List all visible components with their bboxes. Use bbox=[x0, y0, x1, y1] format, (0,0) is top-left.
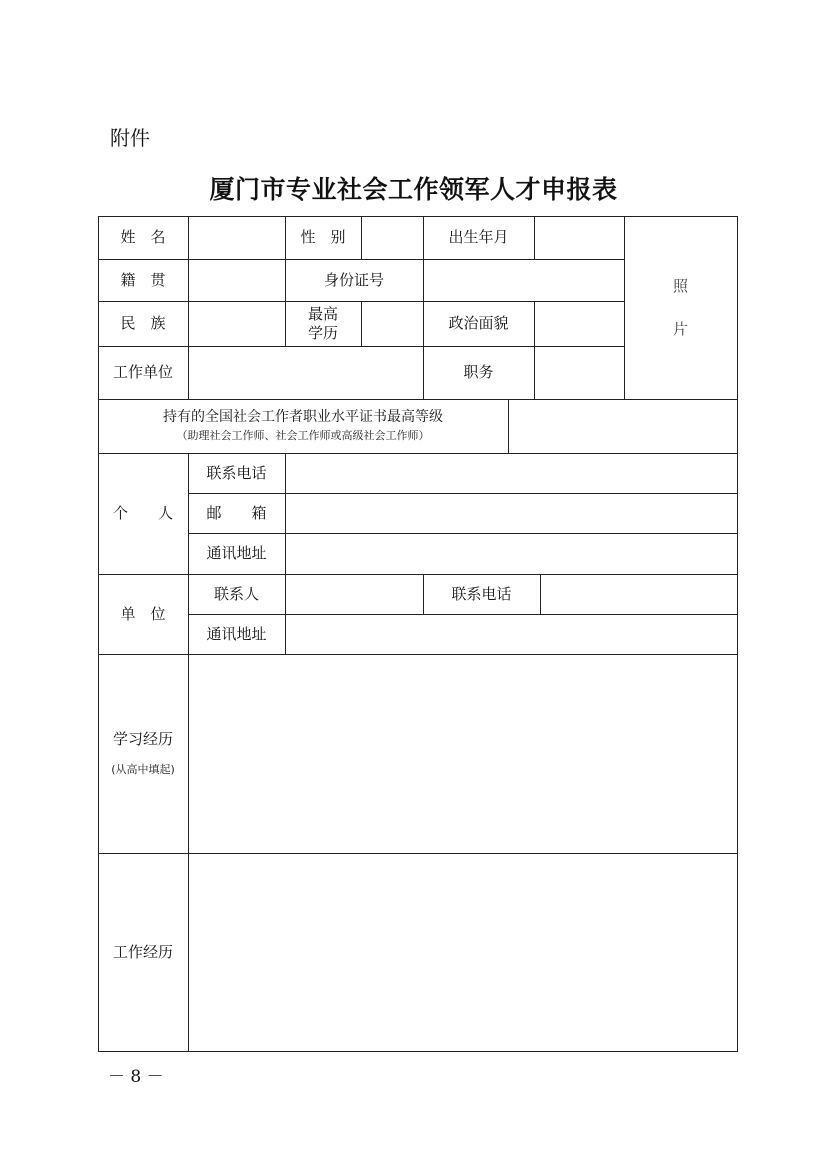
id-number-label: 身份证号 bbox=[323, 270, 384, 289]
political-status-field[interactable] bbox=[534, 301, 624, 346]
unit-address-label: 通讯地址 bbox=[206, 624, 267, 643]
personal-email-label: 邮 箱 bbox=[206, 503, 267, 522]
table-line bbox=[737, 216, 738, 1052]
position-field[interactable] bbox=[534, 346, 624, 399]
unit-address-field[interactable] bbox=[285, 614, 737, 654]
birth-date-label: 出生年月 bbox=[448, 228, 509, 247]
gender-field[interactable] bbox=[361, 216, 423, 259]
photo-box[interactable] bbox=[624, 216, 737, 399]
certificate-level-field[interactable] bbox=[508, 399, 737, 453]
certificate-level-label bbox=[98, 399, 508, 453]
education-label-line-1: 最高 bbox=[307, 304, 338, 323]
unit-section-label: 单 位 bbox=[120, 604, 166, 623]
personal-phone-label: 联系电话 bbox=[206, 463, 267, 482]
study-history-note: (从高中填起) bbox=[111, 763, 175, 776]
personal-address-label: 通讯地址 bbox=[206, 544, 267, 563]
education-label bbox=[285, 301, 361, 346]
employer-field[interactable] bbox=[188, 346, 423, 399]
education-label-line-2: 学历 bbox=[307, 323, 338, 342]
page-number: － 8 － bbox=[108, 1067, 164, 1087]
position-label: 职务 bbox=[463, 363, 494, 382]
unit-contact-label: 联系人 bbox=[213, 584, 259, 603]
study-history-label bbox=[98, 654, 188, 853]
id-number-field[interactable] bbox=[423, 259, 624, 301]
birth-date-field[interactable] bbox=[534, 216, 624, 259]
education-field[interactable] bbox=[361, 301, 423, 346]
native-place-label: 籍 贯 bbox=[120, 270, 166, 289]
certificate-level-note: （助理社会工作师、社会工作师或高级社会工作师） bbox=[176, 429, 430, 443]
unit-phone-field[interactable] bbox=[540, 574, 737, 614]
personal-address-field[interactable] bbox=[285, 533, 737, 574]
unit-contact-field[interactable] bbox=[285, 574, 423, 614]
work-history-field[interactable] bbox=[188, 853, 737, 1051]
attachment-label: 附件 bbox=[110, 126, 150, 150]
ethnicity-label: 民 族 bbox=[120, 314, 166, 333]
photo-label-char-1: 照 bbox=[672, 276, 688, 295]
certificate-level-title: 持有的全国社会工作者职业水平证书最高等级 bbox=[163, 408, 443, 425]
ethnicity-field[interactable] bbox=[188, 301, 285, 346]
table-line bbox=[98, 1051, 738, 1052]
native-place-field[interactable] bbox=[188, 259, 285, 301]
political-status-label: 政治面貌 bbox=[448, 314, 509, 333]
name-field[interactable] bbox=[188, 216, 285, 259]
unit-phone-label: 联系电话 bbox=[451, 584, 512, 603]
employer-label: 工作单位 bbox=[112, 363, 173, 382]
photo-label-char-2: 片 bbox=[672, 319, 688, 338]
personal-phone-field[interactable] bbox=[285, 453, 737, 493]
personal-section-label: 个 人 bbox=[112, 504, 173, 523]
personal-email-field[interactable] bbox=[285, 493, 737, 533]
form-title: 厦门市专业社会工作领军人才申报表 bbox=[209, 175, 618, 204]
name-label: 姓 名 bbox=[120, 228, 166, 247]
gender-label: 性 别 bbox=[300, 228, 346, 247]
study-history-field[interactable] bbox=[188, 654, 737, 853]
study-history-title: 学习经历 bbox=[112, 730, 173, 749]
work-history-label: 工作经历 bbox=[112, 942, 173, 961]
